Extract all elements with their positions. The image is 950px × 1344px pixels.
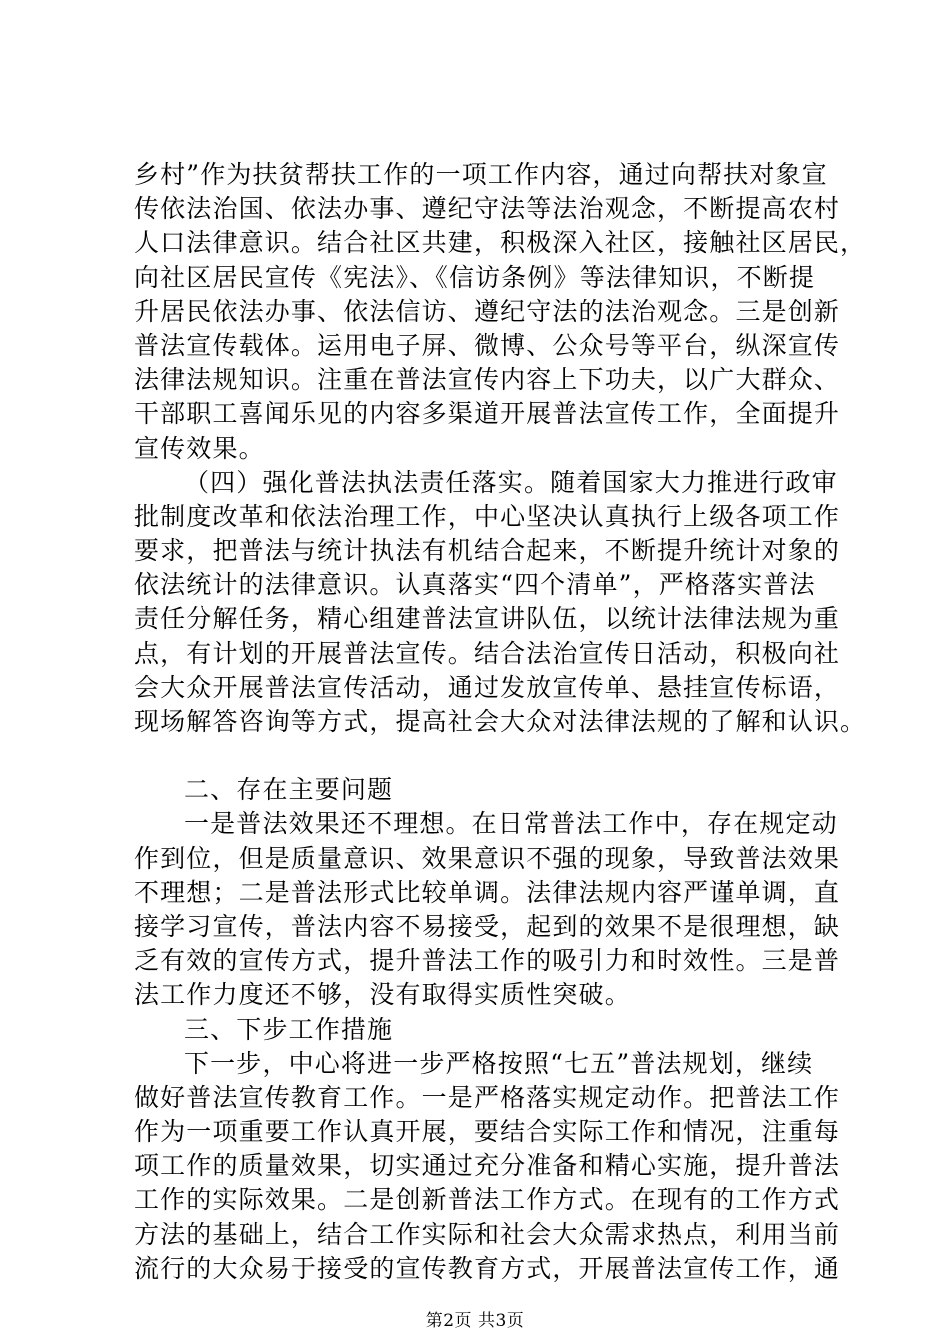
document-body xyxy=(134,158,867,1286)
text-line: 方法的基础上，结合工作实际和社会大众需求热点，利用当前 xyxy=(134,1219,841,1249)
text-line: 会大众开展普法宣传活动，通过发放宣传单、悬挂宣传标语， xyxy=(134,672,841,702)
section-heading-next-steps: 三、下步工作措施 xyxy=(184,1014,394,1044)
paragraph-gap xyxy=(134,739,854,773)
text-line: 要求，把普法与统计执法有机结合起来，不断提升统计对象的 xyxy=(134,536,841,566)
text-line: 宣传效果。 xyxy=(134,433,265,463)
text-line: 乏有效的宣传方式，提升普法工作的吸引力和时效性。三是普 xyxy=(134,946,841,976)
text-line: 点，有计划的开展普法宣传。结合法治宣传日活动，积极向社 xyxy=(134,638,841,668)
text-line: 责任分解任务，精心组建普法宣讲队伍，以统计法律法规为重 xyxy=(134,604,841,634)
text-line: 接学习宣传，普法内容不易接受，起到的效果不是很理想，缺 xyxy=(134,911,841,941)
paragraph-first-line: 一是普法效果还不理想。在日常普法工作中，存在规定动 xyxy=(184,809,838,839)
text-line: 作为一项重要工作认真开展，要结合实际工作和情况，注重每 xyxy=(134,1117,841,1147)
text-line: 流行的大众易于接受的宣传教育方式，开展普法宣传工作，通 xyxy=(134,1253,841,1283)
page-number-footer: 第2页 共3页 xyxy=(425,1311,525,1331)
paragraph-first-line: （四）强化普法执法责任落实。随着国家大力推进行政审 xyxy=(184,467,838,497)
text-line: 法律法规知识。注重在普法宣传内容上下功夫，以广大群众、 xyxy=(134,365,841,395)
section-heading-problems: 二、存在主要问题 xyxy=(184,775,394,805)
text-line: 不理想；二是普法形式比较单调。法律法规内容严谨单调，直 xyxy=(134,877,841,907)
text-line: 法工作力度还不够，没有取得实质性突破。 xyxy=(134,980,631,1010)
text-line: 工作的实际效果。二是创新普法工作方式。在现有的工作方式 xyxy=(134,1185,841,1215)
text-line: 干部职工喜闻乐见的内容多渠道开展普法宣传工作，全面提升 xyxy=(134,399,841,429)
text-line: 作到位，但是质量意识、效果意识不强的现象，导致普法效果 xyxy=(134,843,841,873)
text-line: 普法宣传载体。运用电子屏、微博、公众号等平台，纵深宣传 xyxy=(134,330,841,360)
text-line: 做好普法宣传教育工作。一是严格落实规定动作。把普法工作 xyxy=(134,1082,841,1112)
paragraph-first-line: 下一步，中心将进一步严格按照“七五”普法规划，继续 xyxy=(184,1048,814,1078)
text-line: 现场解答咨询等方式，提高社会大众对法律法规的了解和认识。 xyxy=(134,707,867,736)
text-line: 人口法律意识。结合社区共建，积极深入社区，接触社区居民， xyxy=(134,228,867,258)
text-line: 向社区居民宣传《宪法》、《信访条例》等法律知识，不断提 xyxy=(134,262,816,292)
text-line: 升居民依法办事、依法信访、遵纪守法的法治观念。三是创新 xyxy=(134,296,841,326)
text-line: 批制度改革和依法治理工作，中心坚决认真执行上级各项工作 xyxy=(134,501,841,531)
text-line: 依法统计的法律意识。认真落实“四个清单”，严格落实普法 xyxy=(134,570,816,600)
text-line: 项工作的质量效果，切实通过充分准备和精心实施，提升普法 xyxy=(134,1151,841,1181)
text-line: 乡村”作为扶贫帮扶工作的一项工作内容，通过向帮扶对象宣 xyxy=(134,160,828,189)
text-line: 传依法治国、依法办事、遵纪守法等法治观念，不断提高农村 xyxy=(134,194,841,224)
